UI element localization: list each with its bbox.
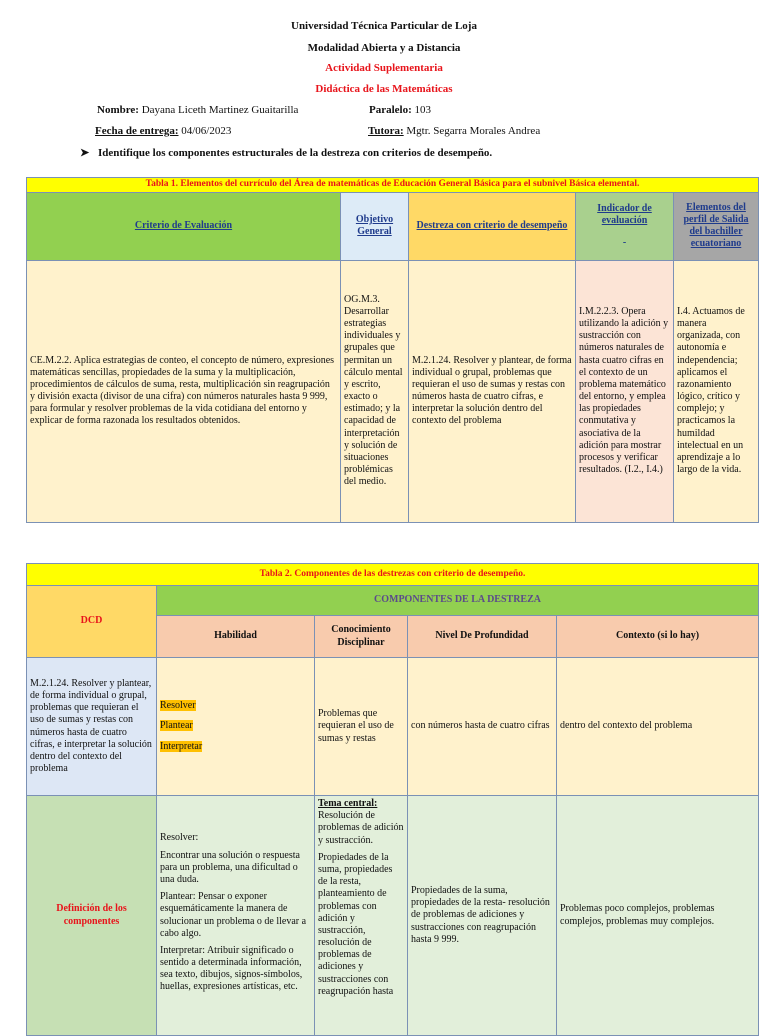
tema-central-text2: Propiedades de la suma, propiedades de la resta, planteamiento de problemas con adición y sustracción, resolución de problemas de adiciones y sustracciones con reagrupación hasta: [318, 851, 394, 997]
instruction-row: [80, 146, 492, 159]
cell-dcd: M.2.1.24. Resolver y plantear, de forma individual o grupal, problemas que requieran el uso de sumas y restas con números hasta de cuatro cifras, e interpretar la solución dentro del contexto del problema: [27, 658, 157, 796]
date-value: 04/06/2023: [181, 125, 232, 137]
table-1: [26, 177, 759, 523]
activity-title: Actividad Suplementaria: [325, 62, 443, 74]
university-title: Universidad Técnica Particular de Loja: [291, 20, 477, 32]
cell-conocimiento-def: [315, 796, 408, 1036]
cell-conocimiento: Problemas que requieran el uso de sumas y restas: [315, 658, 408, 796]
cell-objetivo: OG.M.3. Desarrollar estrategias individuales y grupales que permitan un cálculo mental y escrito, exacto o estimado; y la capacidad de interpretación y solución de situaciones problémicas del medio.: [341, 260, 409, 522]
paralelo-value: 103: [414, 104, 432, 116]
course-title: Didáctica de las Matemáticas: [315, 83, 453, 95]
name-row: [97, 104, 298, 116]
skill-plantear: Plantear: [160, 720, 193, 732]
skill-resolver: Resolver: [160, 700, 196, 712]
tema-central-text: Resolución de problemas de adición y sustracción.: [318, 810, 404, 846]
date-row: [95, 125, 231, 137]
header-indicador-label: Indicador de evaluación: [597, 202, 652, 226]
def-interpretar: Interpretar: Atribuir significado o sentido a determinada información, sea texto, dibujos, signos-símbolos, huellas, expresiones artísticas, etc.: [160, 944, 303, 993]
header-indicador: [576, 192, 674, 260]
cell-indicador: I.M.2.2.3. Opera utilizando la adición y sustracción con números naturales de hasta cuatro cifras en el contexto de un problema matemático del entorno, y emplea las propiedades conmutativa y asociativa de la adición para mostrar procesos y verificar resultados. (I.2., I.4.): [576, 260, 674, 522]
cell-nivel-def: Propiedades de la suma, propiedades de la resta- resolución de problemas de adiciones y sustracciones con reagrupación hasta 9 999.: [408, 796, 557, 1036]
cell-destreza: M.2.1.24. Resolver y plantear, de forma individual o grupal, problemas que requieran el uso de sumas y restas con números hasta de cuatro cifras, e interpretar la solución dentro del contexto del problema: [409, 260, 576, 522]
header-indicador-dash: -: [622, 237, 627, 249]
paralelo-row: [369, 104, 431, 116]
header-criterio: Criterio de Evaluación: [27, 192, 341, 260]
def-plantear: Plantear: Pensar o exponer esquemáticamente la manera de solucionar un problema o de llevar a cabo algo.: [160, 891, 307, 939]
instruction-text: Identifique los componentes estructurales de la destreza con criterios de desempeño.: [97, 147, 493, 159]
header-habilidad: Habilidad: [157, 616, 315, 658]
header-componentes: COMPONENTES DE LA DESTREZA: [157, 586, 759, 616]
bullet-arrow-icon: ➤: [80, 147, 90, 159]
def-resolver: Encontrar una solución o respuesta para un problema, una dificultad o una duda.: [160, 849, 300, 885]
table-2: [26, 563, 759, 1036]
tutor-value: Mgtr. Segarra Morales Andrea: [406, 125, 541, 137]
cell-nivel: con números hasta de cuatro cifras: [408, 658, 557, 796]
def-resolver-title: Resolver:: [160, 832, 199, 844]
skill-interpretar: Interpretar: [160, 740, 203, 752]
definition-label: Definición de los componentes: [27, 796, 157, 1036]
cell-contexto: dentro del contexto del problema: [557, 658, 759, 796]
cell-habilidad-def: [157, 796, 315, 1036]
table-1-title: Tabla 1. Elementos del currículo del Área de matemáticas de Educación General Básica para el subnivel Básica elemental.: [27, 178, 759, 193]
header-perfil: Elementos del perfil de Salida del bachiller ecuatoriano: [674, 192, 759, 260]
header-dcd: DCD: [27, 586, 157, 658]
cell-habilidades: [157, 658, 315, 796]
cell-criterio: CE.M.2.2. Aplica estrategias de conteo, el concepto de número, expresiones matemáticas sencillas, propiedades de la suma y la multiplicación, procedimientos de cálculos de suma, resta, multiplicación sin reagrupación y división exacta (divisor de una cifra) con números naturales hasta 9 999, para formular y resolver problemas de la vida cotidiana del entorno y explicar de forma razonada los resultados obtenidos.: [27, 260, 341, 522]
header-nivel: Nivel De Profundidad: [408, 616, 557, 658]
header-contexto: Contexto (si lo hay): [557, 616, 759, 658]
header-objetivo: Objetivo General: [341, 192, 409, 260]
tutor-row: [368, 125, 540, 137]
tutor-label: Tutora:: [368, 125, 404, 137]
date-label: Fecha de entrega:: [95, 125, 179, 137]
cell-contexto-def: Problemas poco complejos, problemas complejos, problemas muy complejos.: [557, 796, 759, 1036]
table-2-title: Tabla 2. Componentes de las destrezas con criterio de desempeño.: [27, 564, 759, 586]
paralelo-label: Paralelo:: [369, 104, 412, 116]
name-label: Nombre:: [97, 104, 139, 116]
header-destreza: Destreza con criterio de desempeño: [409, 192, 576, 260]
modality-title: Modalidad Abierta y a Distancia: [307, 42, 461, 54]
tema-central-label: Tema central:: [318, 798, 378, 809]
header-conocimiento: Conocimiento Disciplinar: [315, 616, 408, 658]
name-value: Dayana Liceth Martinez Guaitarilla: [141, 104, 299, 116]
cell-perfil: I.4. Actuamos de manera organizada, con autonomía e independencia; aplicamos el razonamiento lógico, crítico y complejo; y practicamos la humildad intelectual en un aprendizaje a lo largo de la vida.: [674, 260, 759, 522]
